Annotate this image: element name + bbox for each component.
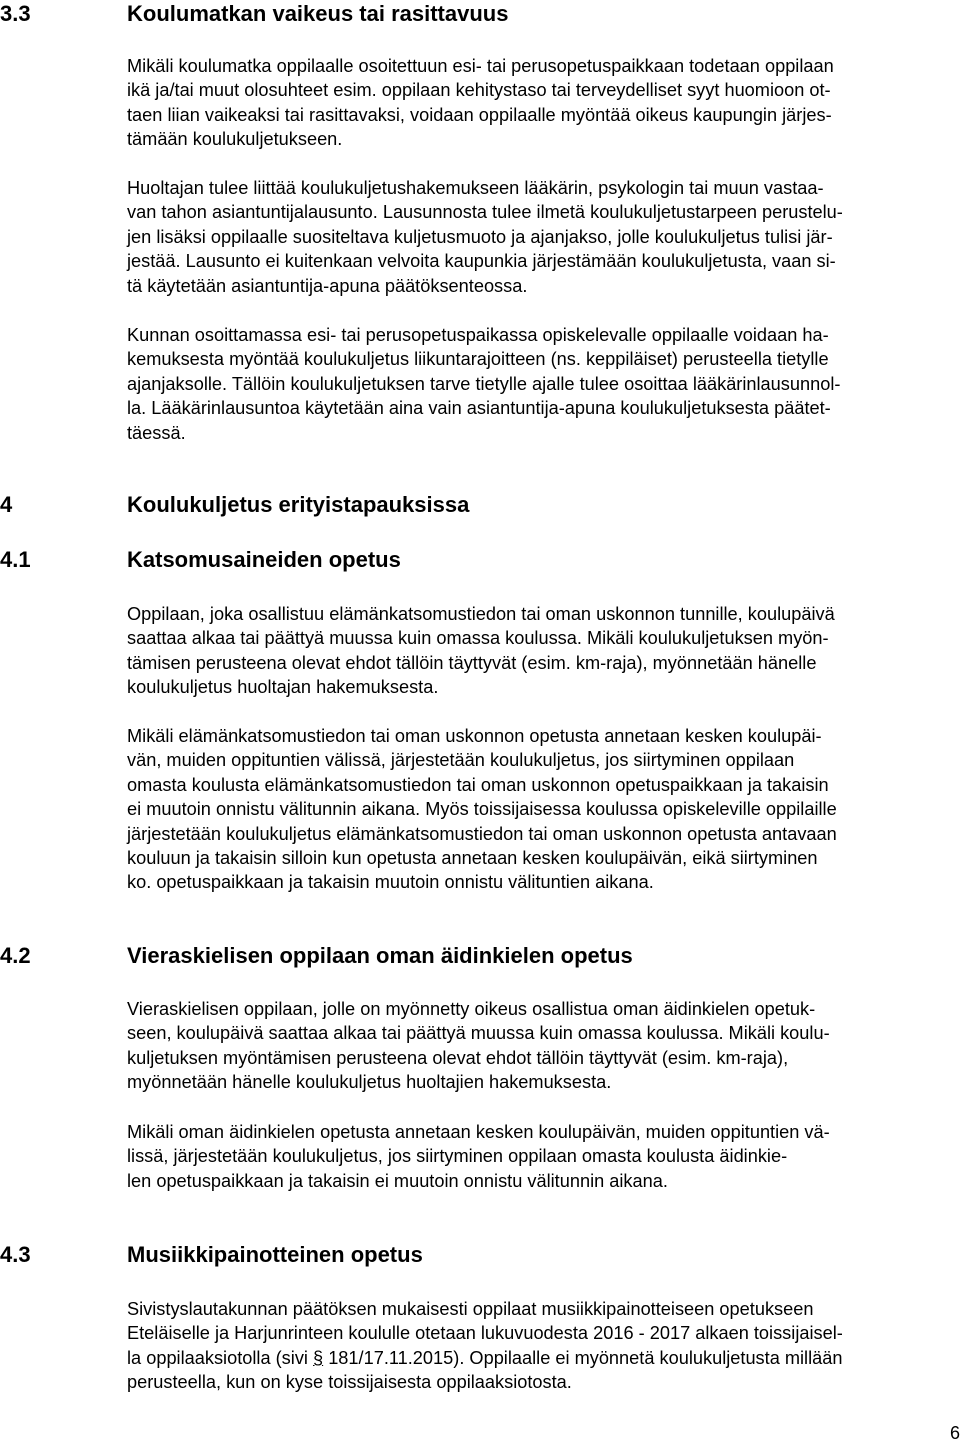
text-line: kemuksesta myöntää koulukuljetus liikuntarajoitteen (ns. keppiläiset) perusteella tietylle [127, 349, 829, 370]
text-line: tämisen perusteena olevat ehdot tällöin täyttyvät (esim. km-raja), myönnetään hänelle [127, 652, 817, 673]
section-title: Musiikkipainotteinen opetus [127, 1242, 423, 1267]
text-line: Mikäli oman äidinkielen opetusta annetaan kesken koulupäivän, muiden oppituntien vä- [127, 1122, 830, 1142]
section-number: 4 [0, 492, 13, 517]
text-line: lissä, järjestetään koulukuljetus, jos siirtyminen oppilaan omasta koulusta äidinkie- [127, 1146, 788, 1167]
text-line: van tahon asiantuntijalausunto. Lausunnosta tulee ilmetä koulukuljetustarpeen perustelu- [127, 202, 843, 223]
text-line: la. Lääkärinlausuntoa käytetään aina vain asiantuntija-apuna koulukuljetuksesta päätet- [127, 398, 831, 419]
section-heading-3-3 [0, 1, 508, 27]
section-heading-4-2 [0, 943, 633, 969]
section-heading-4-3 [0, 1242, 423, 1268]
page-number: 6 [949, 1423, 960, 1443]
text-line: tä käytetään asiantuntija-apuna päätöksenteossa. [127, 275, 528, 296]
text-segment: la oppilaaksiotolla (sivi [127, 1347, 314, 1368]
section-number: 4.1 [0, 547, 31, 572]
text-line: Huoltajan tulee liittää koulukuljetushakemukseen lääkärin, psykologin tai muun vastaa- [127, 178, 824, 198]
text-line: tämään koulukuljetukseen. [127, 129, 343, 150]
text-line: jen lisäksi oppilaalle suositeltava kuljetusmuoto ja ajanjakso, jolle koulukuljetus tulisi jär- [127, 226, 833, 247]
text-line: ko. opetuspaikkaan ja takaisin muutoin onnistu välituntien aikana. [127, 872, 654, 893]
text-line: myönnetään hänelle koulukuljetus huoltajien hakemuksesta. [127, 1072, 612, 1093]
paragraph-1 [127, 54, 957, 152]
text-line: Mikäli elämänkatsomustiedon tai oman uskonnon opetusta annetaan kesken koulupäi- [127, 726, 822, 746]
paragraph-4 [127, 602, 957, 700]
text-line: koulukuljetus huoltajan hakemuksesta. [127, 677, 439, 698]
text-line: ajanjaksolle. Tällöin koulukuljetuksen tarve tietylle ajalle tulee osoittaa lääkärinlausunnol- [127, 373, 841, 394]
text-segment: 181/17.11.2015). Oppilaalle ei myönnetä koulukuljetusta millään [323, 1347, 843, 1368]
text-line: Kunnan osoittamassa esi- tai perusopetuspaikassa opiskelevalle oppilaalle voidaan ha- [127, 325, 829, 345]
text-line: vän, muiden oppituntien välissä, järjestetään koulukuljetus, jos siirtyminen oppilaan [127, 750, 795, 771]
text-line: len opetuspaikkaan ja takaisin ei muutoin onnistu välitunnin aikana. [127, 1170, 668, 1191]
text-line: Eteläiselle ja Harjunrinteen koululle otetaan lukuvuodesta 2016 - 2017 alkaen toissijaisel- [127, 1323, 843, 1344]
text-line: kuljetuksen myöntämisen perusteena olevat ehdot tällöin täyttyvät (esim. km-raja), [127, 1047, 789, 1068]
section-heading-4-1 [0, 547, 401, 573]
text-line: jestää. Lausunto ei kuitenkaan velvoita kaupunkia järjestämään koulukuljetusta, vaan si- [127, 251, 836, 272]
section-title: Koulukuljetus erityistapauksissa [127, 492, 470, 517]
text-line: saattaa alkaa tai päättyä muussa kuin omassa koulussa. Mikäli koulukuljetuksen myön- [127, 628, 829, 649]
text-line: Vieraskielisen oppilaan, jolle on myönnetty oikeus osallistua oman äidinkielen opetuk- [127, 999, 816, 1019]
text-line: järjestetään koulukuljetus elämänkatsomustiedon tai oman uskonnon opetusta antavaan [127, 823, 837, 844]
text-line: omasta koulusta elämänkatsomustiedon tai oman uskonnon opetuspaikkaan ja takaisin [127, 774, 829, 795]
text-line [127, 1346, 957, 1370]
text-line: Mikäli koulumatka oppilaalle osoitettuun esi- tai perusopetuspaikkaan todetaan oppilaan [127, 56, 834, 76]
paragraph-8 [127, 1297, 957, 1395]
section-title: Katsomusaineiden opetus [127, 547, 401, 572]
section-heading-4 [0, 492, 469, 518]
paragraph-5 [127, 724, 957, 895]
text-line: Sivistyslautakunnan päätöksen mukaisesti oppilaat musiikkipainotteiseen opetukseen [127, 1299, 814, 1319]
section-number: 3.3 [0, 1, 31, 26]
text-line: ikä ja/tai muut olosuhteet esim. oppilaan kehitystaso tai terveydelliset syyt huomioon ot- [127, 80, 831, 101]
section-title: Vieraskielisen oppilaan oman äidinkielen opetus [127, 943, 633, 968]
section-sign: § [313, 1347, 324, 1368]
paragraph-2 [127, 176, 957, 298]
text-line: ei muutoin onnistu välitunnin aikana. Myös toissijaisessa koulussa opiskeleville oppilaille [127, 799, 837, 820]
text-line: Oppilaan, joka osallistuu elämänkatsomustiedon tai oman uskonnon tunnille, koulupäivä [127, 604, 835, 624]
paragraph-7 [127, 1120, 957, 1193]
text-line: taen liian vaikeaksi tai rasittavaksi, voidaan oppilaalle myöntää oikeus kaupungin järjes- [127, 104, 832, 125]
text-line: kouluun ja takaisin silloin kun opetusta annetaan kesken koulupäivän, eikä siirtyminen [127, 847, 818, 868]
section-number: 4.2 [0, 943, 31, 968]
text-line: seen, koulupäivä saattaa alkaa tai päättyä muussa kuin omassa koulussa. Mikäli koulu- [127, 1023, 830, 1044]
text-line: perusteella, kun on kyse toissijaisesta oppilaaksiotosta. [127, 1372, 572, 1393]
paragraph-3 [127, 323, 957, 445]
section-title: Koulumatkan vaikeus tai rasittavuus [127, 1, 509, 26]
text-line: täessä. [127, 422, 186, 443]
section-number: 4.3 [0, 1242, 31, 1267]
paragraph-6 [127, 997, 957, 1095]
